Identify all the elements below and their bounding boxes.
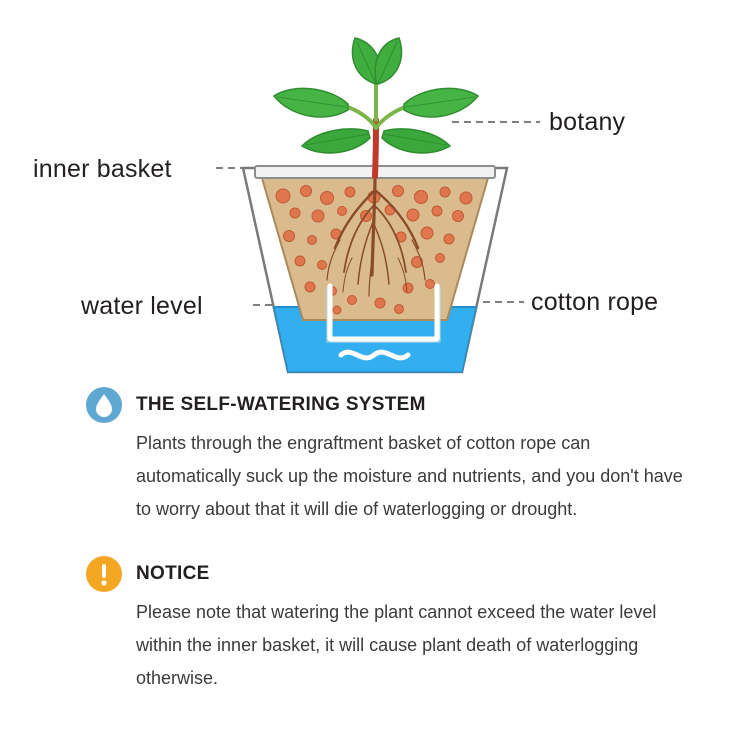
section-notice (0, 554, 750, 695)
water-drop-icon (84, 385, 124, 425)
exclamation-icon (84, 554, 124, 594)
label-cotton-rope: cotton rope (531, 288, 659, 316)
section-header (136, 554, 690, 596)
section-title: THE SELF-WATERING SYSTEM (136, 394, 426, 415)
section-body: Plants through the engraftment basket of cotton rope can automatically suck up the moisture and nutrients, and you don't have to worry about that it will die of waterlogging or drought. (136, 433, 683, 519)
section-title: NOTICE (136, 563, 210, 584)
label-water-level: water level (81, 292, 203, 320)
leaf-lower-left (302, 129, 370, 153)
info-sections (0, 385, 750, 695)
leaf-mid-right (404, 88, 478, 117)
label-botany: botany (549, 108, 626, 136)
section-self-watering-system (0, 385, 750, 526)
section-header (136, 385, 690, 427)
section-body: Please note that watering the plant cannot exceed the water level within the inner basket, it will cause plant death of waterlogging otherwise. (136, 602, 657, 688)
plant-stem-right (376, 106, 408, 128)
plant-stem-left (345, 106, 376, 128)
leaf-lower-right (382, 129, 450, 153)
label-inner-basket: inner basket (33, 155, 172, 183)
leaf-mid-left (274, 88, 348, 117)
